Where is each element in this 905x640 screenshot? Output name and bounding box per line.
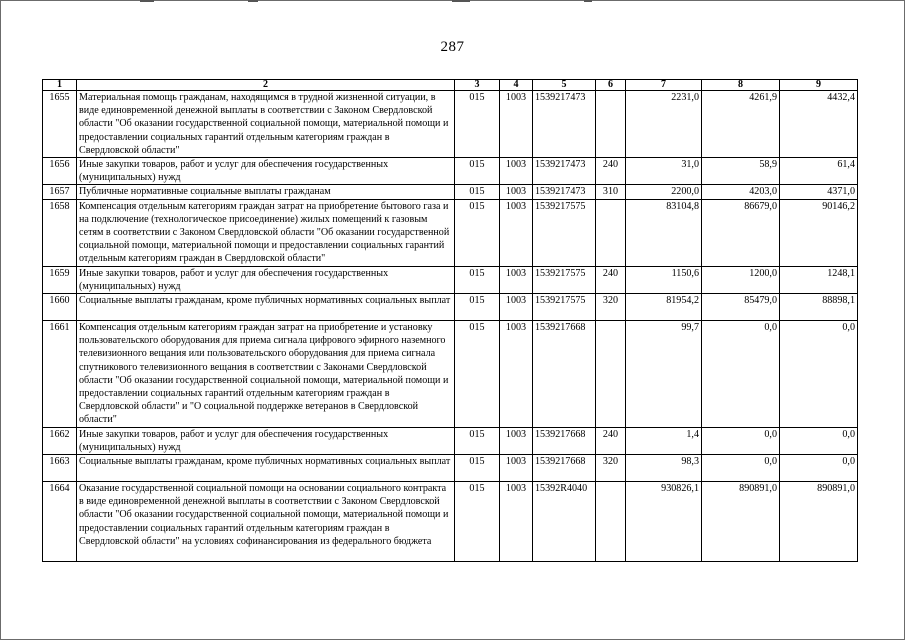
target-code: 1539217575 xyxy=(533,294,596,321)
target-code: 1539217473 xyxy=(533,158,596,185)
section-code: 1003 xyxy=(500,455,533,482)
column-header: 9 xyxy=(780,80,858,91)
column-header: 8 xyxy=(702,80,780,91)
amount-col9: 0,0 xyxy=(780,321,858,428)
section-code: 1003 xyxy=(500,266,533,293)
amount-col8: 58,9 xyxy=(702,158,780,185)
amount-col8: 4203,0 xyxy=(702,185,780,199)
expense-type-code: 320 xyxy=(596,294,626,321)
section-code: 1003 xyxy=(500,91,533,158)
column-header: 6 xyxy=(596,80,626,91)
amount-col7: 930826,1 xyxy=(626,482,702,562)
amount-col9: 0,0 xyxy=(780,455,858,482)
section-code: 1003 xyxy=(500,158,533,185)
target-code: 15392R4040 xyxy=(533,482,596,562)
amount-col8: 0,0 xyxy=(702,321,780,428)
amount-col8: 85479,0 xyxy=(702,294,780,321)
row-description: Социальные выплаты гражданам, кроме публичных нормативных социальных выплат xyxy=(77,294,455,321)
ministry-code: 015 xyxy=(455,199,500,266)
column-header: 3 xyxy=(455,80,500,91)
table-row xyxy=(43,185,858,199)
row-number: 1658 xyxy=(43,199,77,266)
scan-mark xyxy=(452,0,470,2)
amount-col7: 1150,6 xyxy=(626,266,702,293)
row-number: 1659 xyxy=(43,266,77,293)
amount-col7: 31,0 xyxy=(626,158,702,185)
row-description: Публичные нормативные социальные выплаты гражданам xyxy=(77,185,455,199)
target-code: 1539217668 xyxy=(533,321,596,428)
amount-col9: 61,4 xyxy=(780,158,858,185)
row-description: Иные закупки товаров, работ и услуг для обеспечения государственных (муниципальных) нужд xyxy=(77,158,455,185)
expense-type-code: 240 xyxy=(596,427,626,454)
ministry-code: 015 xyxy=(455,321,500,428)
row-number: 1660 xyxy=(43,294,77,321)
table-row xyxy=(43,482,858,562)
header-row xyxy=(43,80,858,91)
expense-type-code: 240 xyxy=(596,158,626,185)
section-code: 1003 xyxy=(500,185,533,199)
row-number: 1661 xyxy=(43,321,77,428)
row-description: Иные закупки товаров, работ и услуг для обеспечения государственных (муниципальных) нужд xyxy=(77,427,455,454)
amount-col8: 4261,9 xyxy=(702,91,780,158)
amount-col9: 0,0 xyxy=(780,427,858,454)
amount-col8: 0,0 xyxy=(702,427,780,454)
amount-col8: 0,0 xyxy=(702,455,780,482)
column-header: 7 xyxy=(626,80,702,91)
expense-type-code: 310 xyxy=(596,185,626,199)
ministry-code: 015 xyxy=(455,158,500,185)
column-header: 2 xyxy=(77,80,455,91)
target-code: 1539217473 xyxy=(533,185,596,199)
scan-mark xyxy=(584,0,592,2)
table-row xyxy=(43,91,858,158)
amount-col7: 99,7 xyxy=(626,321,702,428)
expense-type-code xyxy=(596,91,626,158)
row-description: Иные закупки товаров, работ и услуг для обеспечения государственных (муниципальных) нужд xyxy=(77,266,455,293)
expense-type-code xyxy=(596,199,626,266)
row-number: 1663 xyxy=(43,455,77,482)
section-code: 1003 xyxy=(500,321,533,428)
row-number: 1656 xyxy=(43,158,77,185)
column-header: 1 xyxy=(43,80,77,91)
amount-col9: 890891,0 xyxy=(780,482,858,562)
row-number: 1662 xyxy=(43,427,77,454)
target-code: 1539217473 xyxy=(533,91,596,158)
target-code: 1539217668 xyxy=(533,455,596,482)
amount-col7: 81954,2 xyxy=(626,294,702,321)
expense-type-code xyxy=(596,321,626,428)
amount-col8: 890891,0 xyxy=(702,482,780,562)
table-row xyxy=(43,427,858,454)
section-code: 1003 xyxy=(500,427,533,454)
column-header: 4 xyxy=(500,80,533,91)
ministry-code: 015 xyxy=(455,482,500,562)
ministry-code: 015 xyxy=(455,294,500,321)
table-row xyxy=(43,321,858,428)
row-number: 1664 xyxy=(43,482,77,562)
column-header: 5 xyxy=(533,80,596,91)
section-code: 1003 xyxy=(500,199,533,266)
row-description: Материальная помощь гражданам, находящимся в трудной жизненной ситуации, в виде единовременной денежной выплаты в соответствии с Законом Свердловской области "Об оказании государственной социальной помощи, материальной помощи и предоставлении социальных гарантий отдельным категориям граждан в Свердловской области" xyxy=(77,91,455,158)
amount-col9: 88898,1 xyxy=(780,294,858,321)
scan-mark xyxy=(248,0,258,2)
section-code: 1003 xyxy=(500,482,533,562)
row-description: Оказание государственной социальной помощи на основании социального контракта в виде единовременной денежной выплаты в соответствии с Законом Свердловской области "Об оказании государственной социальной помощи, материальной помощи и предоставлении социальных гарантий отдельным категориям граждан в Свердловской области" на условиях софинансирования из федерального бюджета xyxy=(77,482,455,562)
table-row xyxy=(43,199,858,266)
ministry-code: 015 xyxy=(455,185,500,199)
scan-mark xyxy=(140,0,154,2)
amount-col8: 86679,0 xyxy=(702,199,780,266)
row-number: 1655 xyxy=(43,91,77,158)
expense-type-code: 240 xyxy=(596,266,626,293)
amount-col9: 4432,4 xyxy=(780,91,858,158)
table-row xyxy=(43,266,858,293)
expense-type-code xyxy=(596,482,626,562)
row-description: Компенсация отдельным категориям граждан затрат на приобретение бытового газа и на подключение (технологическое присоединение) жилых помещений к газовым сетям в соответствии с Законом Свердловской области "Об оказании государственной социальной помощи, материальной помощи и предоставлении социальных гарантий отдельным категориям граждан в Свердловской области" xyxy=(77,199,455,266)
row-number: 1657 xyxy=(43,185,77,199)
scan-top-marks xyxy=(0,0,905,3)
amount-col7: 83104,8 xyxy=(626,199,702,266)
amount-col8: 1200,0 xyxy=(702,266,780,293)
target-code: 1539217668 xyxy=(533,427,596,454)
ministry-code: 015 xyxy=(455,91,500,158)
amount-col9: 4371,0 xyxy=(780,185,858,199)
amount-col7: 98,3 xyxy=(626,455,702,482)
page-number: 287 xyxy=(440,39,465,55)
row-description: Компенсация отдельным категориям граждан затрат на приобретение и установку пользовательского оборудования для приема сигнала цифрового эфирного наземного телевизионного вещания или пользовательского оборудования для приема сигнала спутникового телевизионного вещания в соответствии с Законами Свердловской области "Об оказании государственной социальной помощи, материальной помощи и предоставлении социальных гарантий отдельным категориям граждан в Свердловской области" и "О социальной поддержке ветеранов в Свердловской области" xyxy=(77,321,455,428)
target-code: 1539217575 xyxy=(533,266,596,293)
amount-col7: 1,4 xyxy=(626,427,702,454)
amount-col7: 2231,0 xyxy=(626,91,702,158)
amount-col9: 1248,1 xyxy=(780,266,858,293)
table-row xyxy=(43,455,858,482)
budget-table xyxy=(42,79,858,562)
target-code: 1539217575 xyxy=(533,199,596,266)
ministry-code: 015 xyxy=(455,455,500,482)
ministry-code: 015 xyxy=(455,427,500,454)
amount-col7: 2200,0 xyxy=(626,185,702,199)
ministry-code: 015 xyxy=(455,266,500,293)
table-row xyxy=(43,294,858,321)
table-row xyxy=(43,158,858,185)
expense-type-code: 320 xyxy=(596,455,626,482)
section-code: 1003 xyxy=(500,294,533,321)
row-description: Социальные выплаты гражданам, кроме публичных нормативных социальных выплат xyxy=(77,455,455,482)
amount-col9: 90146,2 xyxy=(780,199,858,266)
